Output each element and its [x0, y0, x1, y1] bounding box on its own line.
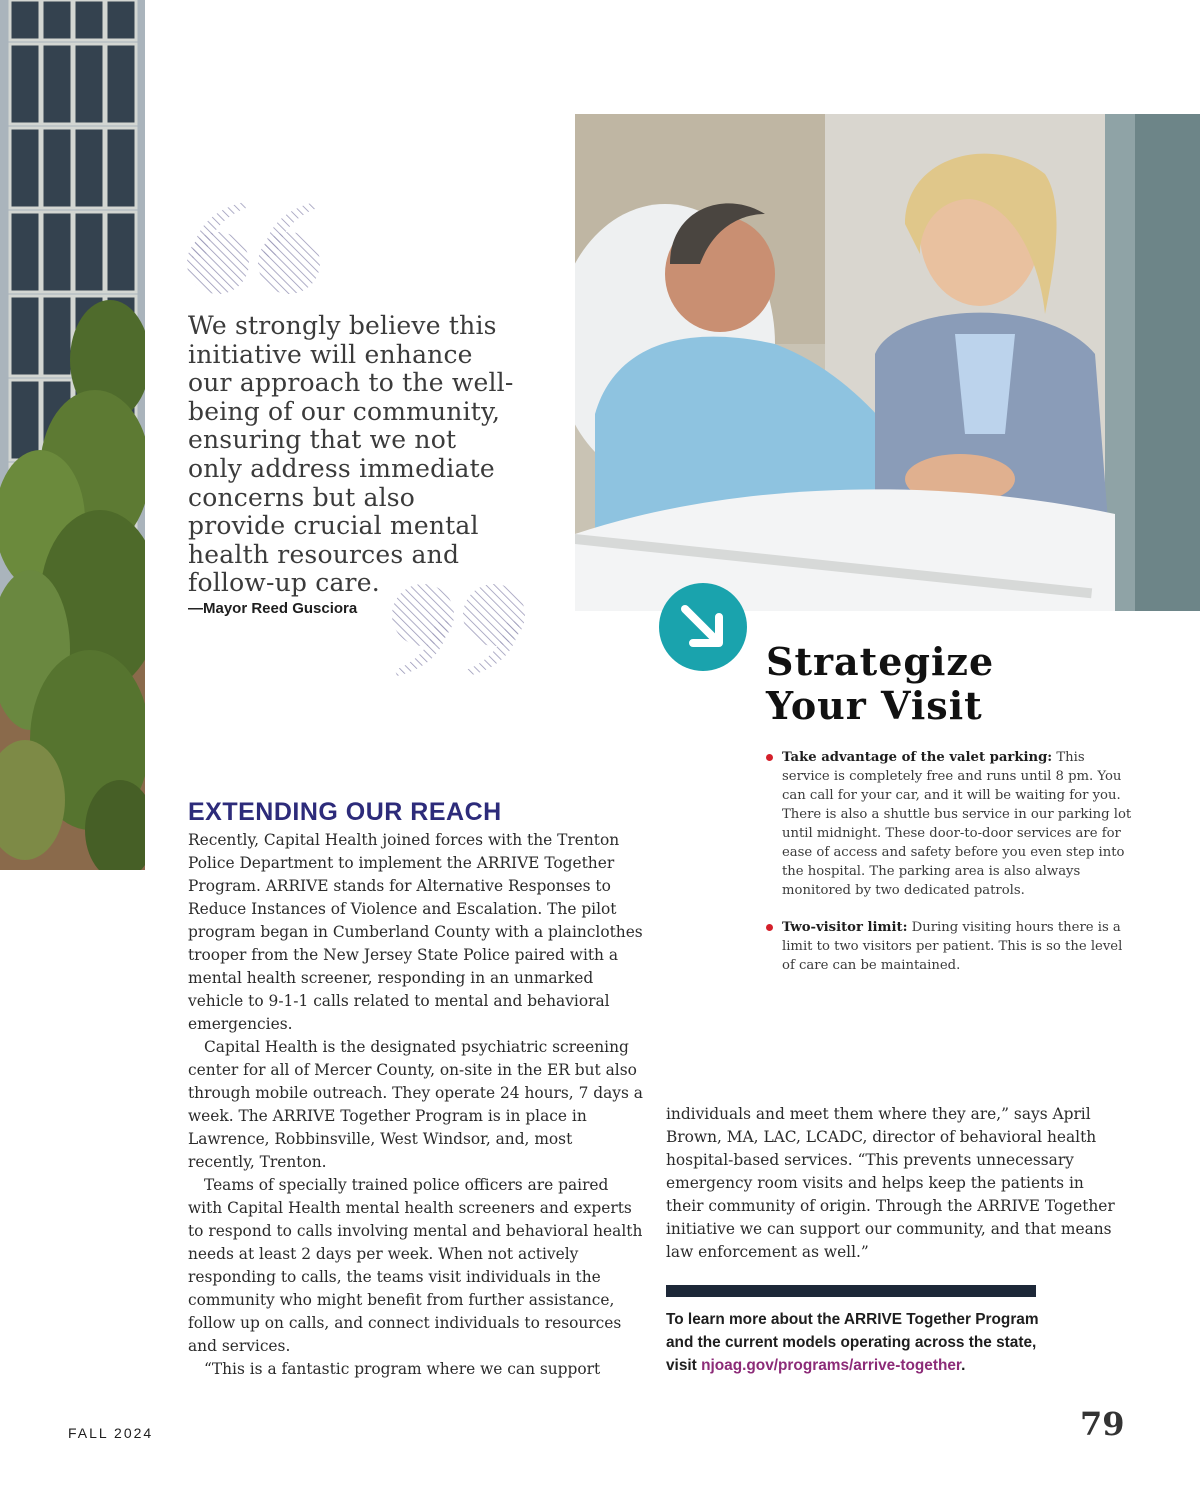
article-paragraph: “This is a fantastic program where we can support: [204, 1360, 601, 1378]
divider: [666, 1285, 1036, 1297]
issue-label: FALL 2024: [68, 1425, 154, 1441]
building-illustration: [0, 0, 145, 870]
page-number: 79: [1080, 1405, 1125, 1443]
visit-tips-list: [764, 748, 1134, 993]
section-heading: EXTENDING OUR REACH: [188, 798, 502, 826]
tip-body: During visiting hours there is a limit to two visitors per patient. This is so the level of care can be maintained.: [782, 920, 1123, 973]
article-paragraph: individuals and meet them where they are,” says April Brown, MA, LAC, LCADC, director of behavioral health hospital-based services. “This prevents unnecessary emergency room visits and helps keep the patients in their community of origin. Through the ARRIVE Together initiative we can support our community, and that means law enforcement as well.”: [666, 1105, 1115, 1261]
article-column-left: [188, 829, 643, 1381]
bullet-icon: [766, 754, 773, 761]
article-column-right: [666, 1103, 1126, 1264]
sidebar-title: [766, 640, 1096, 728]
arrow-badge: [659, 583, 747, 671]
open-quote-icon: [186, 200, 328, 300]
learn-more-end: .: [961, 1357, 966, 1374]
article-paragraph: Recently, Capital Health joined forces with the Trenton Police Department to implement the ARRIVE Together Program. ARRIVE stands for Alternative Responses to Reduce Instances of Violence and Escalation. The pilot program began in Cumberland County with a plainclothes trooper from the New Jersey State Police paired with a mental health screener, responding in an unmarked vehicle to 9-1-1 calls related to mental and behavioral emergencies.: [188, 831, 643, 1033]
article-paragraph: Capital Health is the designated psychiatric screening center for all of Mercer County, on-site in the ER but also through mobile outreach. They operate 24 hours, 7 days a week. The ARRIVE Together Program is in place in Lawrence, Robbinsville, West Windsor, and, most recently, Trenton.: [188, 1038, 643, 1171]
learn-more-text: To learn more about the ARRIVE Together Program and the current models operating across the state, visit: [666, 1311, 1039, 1374]
sidebar-title-line-2: Your Visit: [766, 683, 983, 728]
tip-lead: Take advantage of the valet parking:: [782, 750, 1053, 765]
pull-quote-text: We strongly believe this initiative will enhance our approach to the well-being of our community, ensuring that we not only address immediate concerns but also provide crucial mental health resources and follow-up care.: [188, 311, 514, 598]
bullet-icon: [766, 924, 773, 931]
sidebar-title-line-1: Strategize: [766, 639, 995, 684]
arrow-down-right-icon: [659, 583, 747, 671]
list-item: [764, 918, 1134, 975]
tip-lead: Two-visitor limit:: [782, 920, 908, 935]
building-photo: [0, 0, 145, 870]
hospital-visit-photo: [575, 114, 1200, 611]
arrive-together-link[interactable]: njoag.gov/programs/arrive-together: [701, 1357, 962, 1374]
article-paragraph: Teams of specially trained police officers are paired with Capital Health mental health screeners and experts to respond to calls involving mental and behavioral health needs at least 2 days per week. When not actively responding to calls, the teams visit individuals in the community who might benefit from further assistance, follow up on calls, and connect individuals to resources and services.: [188, 1176, 643, 1355]
learn-more-callout: [666, 1308, 1066, 1377]
quote-attribution: —Mayor Reed Gusciora: [188, 600, 358, 617]
tip-body: This service is completely free and runs until 8 pm. You can call for your car, and it will be waiting for you. There is also a shuttle bus service in our parking lot until midnight. These door-to-door services are for ease of access and safety before you even step into the hospital. The parking area is also always monitored by two dedicated patrols.: [782, 750, 1132, 898]
list-item: [764, 748, 1134, 900]
close-quote-icon: [385, 578, 527, 678]
hospital-visit-illustration: [575, 114, 1200, 611]
